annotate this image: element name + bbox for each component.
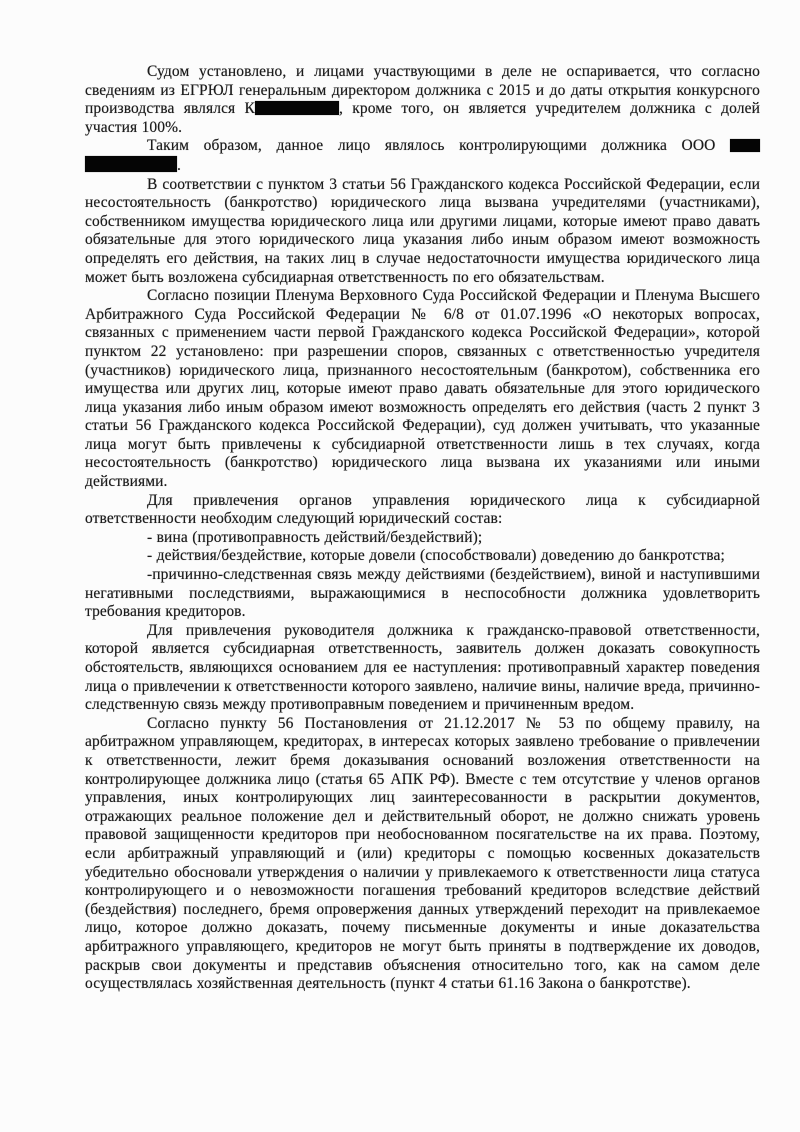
paragraph: - действия/бездействие, которые довели (способствовали) доведению до банкротства; [147, 547, 725, 565]
redaction-bar [730, 139, 760, 152]
paragraph: Для привлечения органов управления юридического лица к субсидиарной ответственности необходим следующий юридический состав: [85, 491, 760, 528]
paragraph: Согласно пункту 56 Постановления от 21.12.2017 № 53 по общему правилу, на арбитражном управляющем, кредиторах, в интересах которых заявлено требование о привлечении к ответственности, лежит бремя доказывания оснований возложения ответственности на контролирующее должника лицо (статья 65 АПК РФ). Вместе с тем отсутствие у членов органов управления, иных контролирующих лиц заинтересованности в раскрытии документов, отражающих реальное положение дел и действительный оборот, не должно снижать уровень правовой защищенности кредиторов при необоснованном посягательстве на их права. Поэтому, если арбитражный управляющий и (или) кредиторы с помощью косвенных доказательств убедительно обосновали утверждения о наличии у привлекаемого к ответственности лица статуса контролирующего и о невозможности погашения требований кредиторов вследствие действий (бездействия) последнего, бремя опровержения данных утверждений переходит на привлекаемое лицо, которое должно доказать, почему письменные документы и иные доказательства арбитражного управляющего, кредиторов не могут быть приняты в подтверждение их доводов, раскрыв свои документы и представив объяснения относительно того, как на самом деле осуществлялась хозяйственная деятельность (пункт 4 статьи 61.16 Закона о банкротстве). [85, 714, 760, 993]
redaction-bar [85, 156, 177, 172]
redaction-bar [255, 101, 339, 115]
paragraph: Согласно позиции Пленума Верховного Суда Российской Федерации и Пленума Высшего Арбитражного Суда Российской Федерации № 6/8 от 01.07.1996 «О некоторых вопросах, связанных с применением части первой Гражданского кодекса Российской Федерации», которой пунктом 22 установлено: при разрешении споров, связанных с ответственностью учредителя (участников) юридического лица, признанного несостоятельным (банкротом), собственника его имущества или других лиц, которые имеют право давать обязательные для этого юридического лица указания либо иным образом имеют возможность определять его действия (часть 2 пункт 3 статьи 56 Гражданского кодекса Российской Федерации), суд должен учитывать, что указанные лица могут быть привлечены к субсидиарной ответственности лишь в тех случаях, когда несостоятельность (банкротство) юридического лица вызвана их указаниями или иными действиями. [85, 287, 760, 491]
paragraph: Судом установлено, и лицами участвующими в деле не оспаривается, что согласно сведениям из ЕГРЮЛ генеральным директором должника с 2015 и до даты открытия конкурсного производства являлся К , кроме того, он является учредителем должника с долей участия 100%. [85, 63, 760, 136]
paragraph: В соответствии с пунктом 3 статьи 56 Гражданского кодекса Российской Федерации, если несостоятельность (банкротство) юридического лица вызвана учредителями (участниками), собственником имущества юридического лица или другими лицами, которые имеют право давать обязательные для этого юридического лица указания либо иным образом имеют возможность определять его действия, на таких лиц в случае недостаточности имущества юридического лица может быть возложена субсидиарная ответственность по его обязательствам. [85, 175, 760, 286]
paragraph: - вина (противоправность действий/бездействий); [147, 528, 483, 546]
document-body [85, 63, 760, 994]
paragraph: -причинно-следственная связь между действиями (бездействием), виной и наступившими негативными последствиями, выражающимися в неспособности должника удовлетворить требования кредиторов. [85, 566, 760, 621]
paragraph: Для привлечения руководителя должника к гражданско-правовой ответственности, которой является субсидиарная ответственность, заявитель должен доказать совокупность обстоятельств, являющихся основанием для ее наступления: противоправный характер поведения лица о привлечении к ответственности которого заявлено, наличие вины, наличие вреда, причинно-следственную связь между противоправным поведением и причиненным вредом. [85, 621, 760, 714]
paragraph: Таким образом, данное лицо являлось контролирующими должника ООО . [85, 137, 760, 175]
